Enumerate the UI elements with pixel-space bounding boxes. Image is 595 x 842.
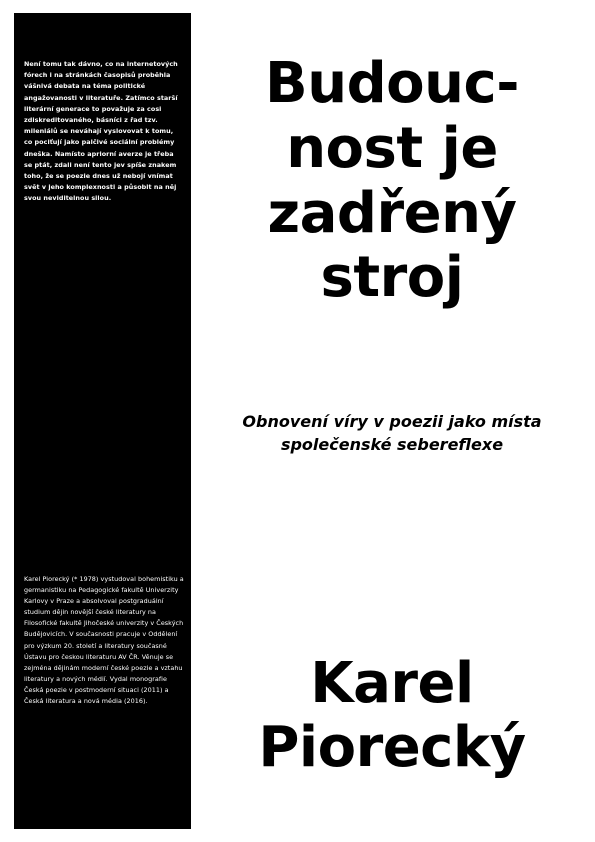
subtitle-line: společenské sebereflexe [280,435,504,454]
book-subtitle [205,410,579,456]
author-first-name: Karel [310,651,474,716]
book-blurb: Není tomu tak dávno, co na internetových fórech i na stránkách časopisů proběhla vášnivá debata na téma politické angažovanosti v literatuře. Zatímco starší literární generace to považuje za cosi zdiskreditovaného, básníci z řad tzv. mileniálů se neváhají vyslovovat k tomu, co pociťují jako palčivé sociální problémy dneška. Namísto apriorní averze je třeba se ptát, zdali není tento jev spíše znakem toho, že se poezie dnes už nebojí vnímat svět v jeho komplexnosti a působit na něj svou neviditelnou silou. [24,60,178,203]
subtitle-line: Obnovení víry v poezii jako místa [242,412,542,431]
title-line: nost je [286,115,498,181]
author-name [198,652,586,780]
sidebar-panel [14,13,191,829]
author-last-name: Piorecký [258,715,526,780]
author-bio: Karel Piorecký (* 1978) vystudoval bohemistiku a germanistiku na Pedagogické fakultě Univerzity Karlovy v Praze a absolvoval postgraduální studium dějin novější české literatury na Filosofické fakultě Jihočeské univerzity v Českých Budějovicích. V současnosti pracuje v Oddělení pro výzkum 20. století a literatury současné Ústavu pro českou literaturu AV ČR. Věnuje se zejména dějinám moderní české poezie a vztahu literatury a nových médií. Vydal monografie Česká poezie v postmoderní situaci (2011) a Česká literatura a nová média (2016). [24,575,184,706]
title-line: zadřený [267,180,517,246]
book-title [198,52,586,311]
title-line: stroj [320,245,464,311]
title-line: Budouc- [265,51,519,116]
